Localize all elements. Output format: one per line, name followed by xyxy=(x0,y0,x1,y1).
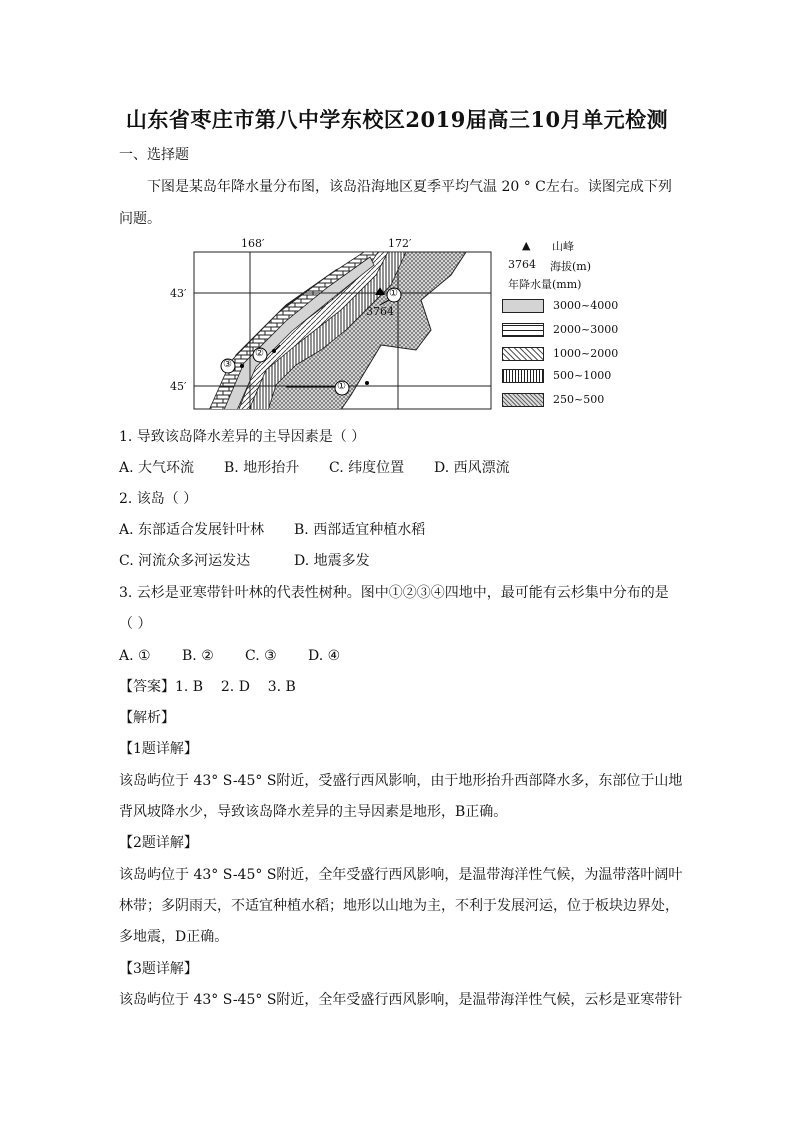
legend-peak-label: 山峰 xyxy=(552,240,574,253)
q1-option-a: A. 大气环流 xyxy=(119,460,195,476)
question-3: 3. 云杉是亚寒带针叶林的代表性树种。图中①②③④四地中，最可能有云杉集中分布的是 xyxy=(119,585,669,601)
precipitation-map-figure: 168′ 172′ 43′ 45′ 3764 ① ② ③ ① ▲ 山峰 3764 海拔(m) 年降水量(mm) 3000~4000 2000~3000 1000~2000 500~1000 250~500 xyxy=(166,235,636,417)
marker-3: ③ xyxy=(223,359,232,370)
q2-option-d: D. 地震多发 xyxy=(294,553,370,569)
question-1-options xyxy=(119,459,510,477)
detail-2-heading: 【2题详解】 xyxy=(119,835,198,851)
detail-2-text: 该岛屿位于 43° S-45° S附近，全年受盛行西风影响，是温带海洋性气候，为温带落叶阔叶 xyxy=(119,867,683,883)
detail-1-heading: 【1题详解】 xyxy=(119,741,198,757)
lat-label-45: 45′ xyxy=(170,380,187,393)
q2-option-b: B. 西部适宜种植水稻 xyxy=(294,522,426,538)
lon-label-168: 168′ xyxy=(241,237,265,250)
marker-2: ② xyxy=(255,348,264,359)
legend-precip-title: 年降水量(mm) xyxy=(508,278,582,291)
lon-label-172: 172′ xyxy=(388,237,412,250)
detail-2-text-cont: 林带；多阴雨天，不适宜种植水稻；地形以山地为主，不利于发展河运，位于板块边界处， xyxy=(119,898,679,914)
question-2-options-row2 xyxy=(119,552,370,570)
detail-2-text-end: 多地震，D正确。 xyxy=(119,929,229,945)
q3-option-a: A. ① xyxy=(119,648,151,664)
page-title: 山东省枣庄市第八中学东校区2019届高三10月单元检测 xyxy=(125,107,669,132)
q1-option-b: B. 地形抬升 xyxy=(224,460,300,476)
detail-1-text-cont: 背风坡降水少，导致该岛降水差异的主导因素是地形，B正确。 xyxy=(119,804,508,820)
peak-elevation-label: 3764 xyxy=(366,305,394,318)
question-3-options xyxy=(119,647,340,665)
section-heading: 一、选择题 xyxy=(119,147,189,163)
question-3-cont: （ ） xyxy=(119,616,152,632)
legend-elev-label: 海拔(m) xyxy=(550,260,592,273)
q2-option-a: A. 东部适合发展针叶林 xyxy=(119,522,265,538)
legend-peak-icon: ▲ xyxy=(522,239,531,252)
q2-option-c: C. 河流众多河运发达 xyxy=(119,553,251,569)
question-2-options-row1 xyxy=(119,521,425,539)
q3-option-c: C. ③ xyxy=(245,648,277,664)
marker-1-north: ① xyxy=(389,288,398,299)
q3-option-b: B. ② xyxy=(182,648,214,664)
lat-label-43: 43′ xyxy=(170,287,187,300)
intro-text-cont: 问题。 xyxy=(119,211,161,227)
question-2: 2. 该岛（ ） xyxy=(119,491,198,507)
answer-line: 【答案】1. B 2. D 3. B xyxy=(119,679,296,695)
detail-3-heading: 【3题详解】 xyxy=(119,961,198,977)
question-1: 1. 导致该岛降水差异的主导因素是（ ） xyxy=(119,429,366,445)
marker-1-south: ① xyxy=(337,381,346,392)
q3-option-d: D. ④ xyxy=(308,648,341,664)
detail-1-text: 该岛屿位于 43° S-45° S附近，受盛行西风影响，由于地形抬升西部降水多，东部位于山地 xyxy=(119,773,683,789)
analysis-heading: 【解析】 xyxy=(119,710,175,726)
legend-elev-value: 3764 xyxy=(508,258,536,271)
intro-text: 下图是某岛年降水量分布图，该岛沿海地区夏季平均气温 20 ° C左右。读图完成下列 xyxy=(147,179,672,195)
q1-option-d: D. 西风漂流 xyxy=(434,460,510,476)
q1-option-c: C. 纬度位置 xyxy=(329,460,405,476)
detail-3-text: 该岛屿位于 43° S-45° S附近，全年受盛行西风影响，是温带海洋性气候，云杉是亚寒带针 xyxy=(119,992,683,1008)
